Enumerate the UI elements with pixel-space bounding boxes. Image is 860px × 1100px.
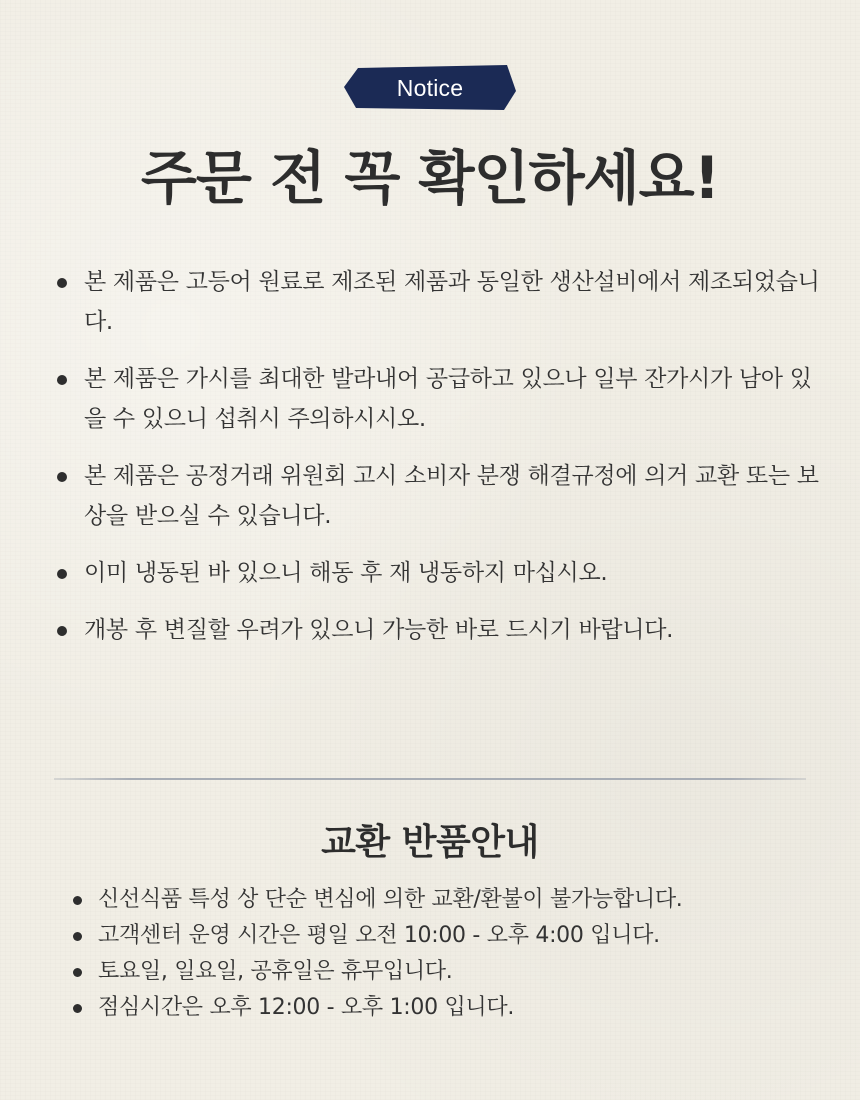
bullet-icon: [57, 626, 67, 636]
bullet-icon: [57, 375, 67, 385]
bullet-icon: [57, 472, 67, 482]
notice-item-text: 이미 냉동된 바 있으니 해동 후 재 냉동하지 마십시오.: [84, 560, 608, 586]
exchange-item: [70, 882, 810, 918]
bullet-icon: [73, 968, 82, 977]
notice-item-text: 개봉 후 변질할 우려가 있으니 가능한 바로 드시기 바랍니다.: [84, 617, 674, 643]
notice-item-text: 본 제품은 공정거래 위원회 고시 소비자 분쟁 해결규정에 의거 교환 또는 보상을 받으실 수 있습니다.: [84, 463, 819, 529]
notice-item: [54, 456, 824, 536]
exchange-item: [70, 918, 810, 954]
bullet-icon: [73, 1004, 82, 1013]
notice-item-text: 본 제품은 가시를 최대한 발라내어 공급하고 있으나 일부 잔가시가 남아 있을 수 있으니 섭취시 주의하시시오.: [84, 366, 812, 432]
notice-item: [54, 610, 824, 650]
exchange-item: [70, 990, 810, 1026]
notice-badge: [344, 64, 516, 112]
exchange-list: [70, 882, 810, 1026]
exchange-item-text: 토요일, 일요일, 공휴일은 휴무입니다.: [98, 959, 453, 984]
notice-item: [54, 359, 824, 439]
exchange-item-text: 고객센터 운영 시간은 평일 오전 10:00 - 오후 4:00 입니다.: [98, 923, 660, 948]
notice-badge-label: Notice: [396, 75, 464, 101]
exchange-item: [70, 954, 810, 990]
notice-item: [54, 553, 824, 593]
exchange-section-title: 교환 반품안내: [321, 822, 539, 863]
exchange-item-text: 신선식품 특성 상 단순 변심에 의한 교환/환불이 불가능합니다.: [98, 887, 683, 912]
bullet-icon: [57, 278, 67, 288]
bullet-icon: [57, 569, 67, 579]
page-title: 주문 전 꼭 확인하세요!: [140, 144, 720, 212]
bullet-icon: [73, 896, 82, 905]
section-divider: [54, 778, 806, 780]
exchange-item-text: 점심시간은 오후 12:00 - 오후 1:00 입니다.: [98, 995, 515, 1020]
notice-item: [54, 262, 824, 342]
notice-item-text: 본 제품은 고등어 원료로 제조된 제품과 동일한 생산설비에서 제조되었습니다.: [84, 269, 820, 335]
notice-list: [54, 262, 824, 667]
bullet-icon: [73, 932, 82, 941]
